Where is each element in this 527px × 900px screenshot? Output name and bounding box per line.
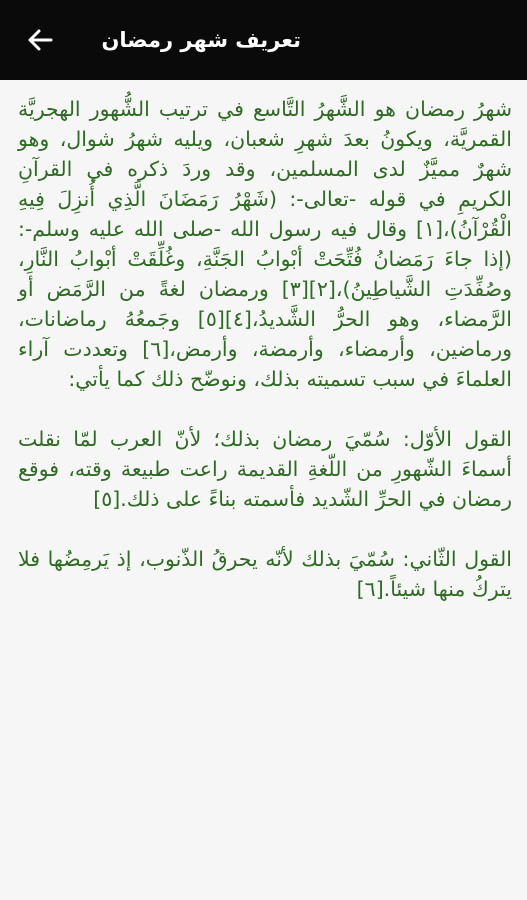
article-content: [0, 80, 527, 900]
article-paragraph: القول الأوّل: سُمّيَ رمضان بذلك؛ لأنّ العرب لمّا نقلت أسماءَ الشّهورِ من اللّغةِ القديمة راعت طبيعة وقته، فوقع رمضان في الحرِّ الشّديد فأسمته بناءً على ذلك.[٥]: [18, 427, 512, 511]
arrow-left-icon: [27, 28, 53, 52]
article-paragraph: القول الثّاني: سُمّيَ بذلك لأنّه يحرقُ الذّنوب، إذ يَرمِضُها فلا يتركُ منها شيئاً.[٦]: [18, 547, 512, 601]
page-title: تعريف شهر رمضان: [101, 28, 301, 52]
top-app-bar: [0, 0, 527, 80]
article-paragraph: شهرُ رمضان هو الشَّهرُ التَّاسع في ترتيب الشُّهور الهجريَّة القمريَّة، ويكونُ بعدَ شهرِ شعبان، ويليه شهرُ شوال، وهو شهرٌ مميَّزٌ لدى المسلمين، وقد وردَ ذكره في القرآنِ الكريمِ في قوله -تعالى-: (شَهْرُ رَمَضَانَ الَّذِي أُنزِلَ فِيهِ الْقُرْآنُ)،[١] وقال فيه رسول الله -صلى الله عليه وسلم-: (إذا جاءَ رَمَضانُ فُتِّحَتْ أبْوابُ الجَنَّةِ، وغُلِّقَتْ أبْوابُ النَّارِ، وصُفِّدَتِ الشَّياطِينُ)،[٢][٣] ورمضان لغةً من الرَّمَض أو الرَّمضاء، وهو الحرُّ الشَّديدُ،[٤][٥] وجَمعُهُ رماضانات، ورماضين، وأرمضاء، وأرمضة، وأرمض،[٦] وتعددت آراء العلماءَ في سبب تسميته بذلك، ونوضّح ذلك كما يأتي:: [18, 97, 513, 391]
back-button[interactable]: [10, 0, 70, 80]
